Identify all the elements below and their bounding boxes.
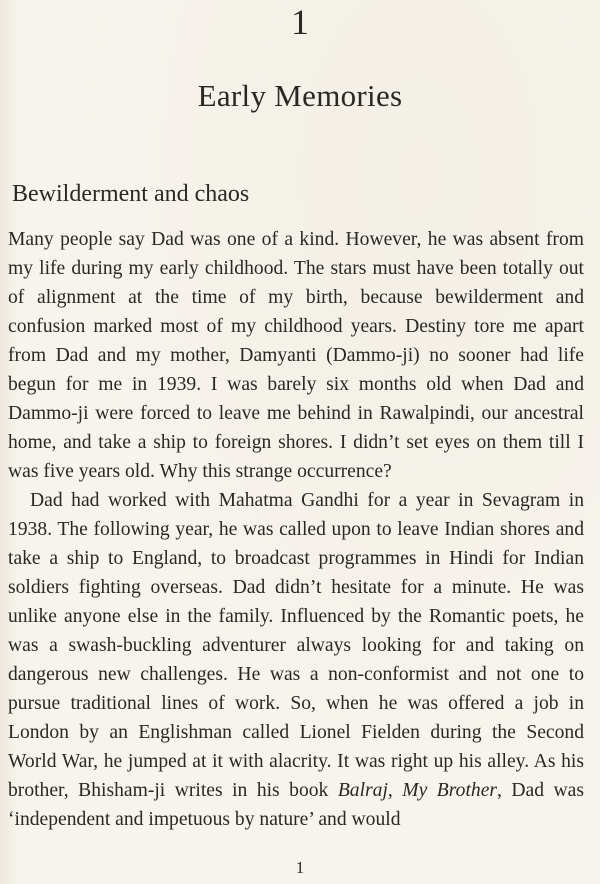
chapter-title: Early Memories <box>197 78 403 113</box>
paragraph-2-text-end: , Dad was ‘independent and impetuous by nature’ and would <box>8 780 585 830</box>
paragraph-1: Many people say Dad was one of a kind. However, he was absent from my life during my early childhood. The stars must have been totally out of alignment at the time of my birth, because bewilderment and confusion marked most of my childhood years. Destiny tore me apart from Dad and my mother, Damyanti (Dammo-ji) no sooner had life begun for me in 1939. I was barely six months old when Dad and Dammo-ji were forced to leave me behind in Rawalpindi, our ancestral home, and take a ship to foreign shores. I didn’t set eyes on them till I was five years old. Why this strange occurrence? <box>8 229 584 482</box>
body-text <box>8 225 584 834</box>
paragraph-2 <box>8 486 584 834</box>
page-number: 1 <box>295 858 305 877</box>
section-heading: Bewilderment and chaos <box>12 181 250 207</box>
book-title: Balraj, My Brother <box>337 780 498 801</box>
paragraph-2-text: Dad had worked with Mahatma Gandhi for a year in Sevagram in 1938. The following year, he was called upon to leave Indian shores and take a ship to England, to broadcast programmes in Hindi for Indian soldiers fighting overseas. Dad didn’t hesitate for a minute. He was unlike anyone else in the family. Influenced by the Romantic poets, he was a swash-buckling adventurer always looking for and taking on dangerous new challenges. He was a non-conformist and not one to pursue traditional lines of work. So, when he was offered a job in London by an Englishman called Lionel Fielden during the Second World War, he jumped at it with alacrity. It was right up his alley. As his brother, Bhisham-ji writes in his book <box>8 490 584 801</box>
chapter-number: 1 <box>291 2 309 42</box>
